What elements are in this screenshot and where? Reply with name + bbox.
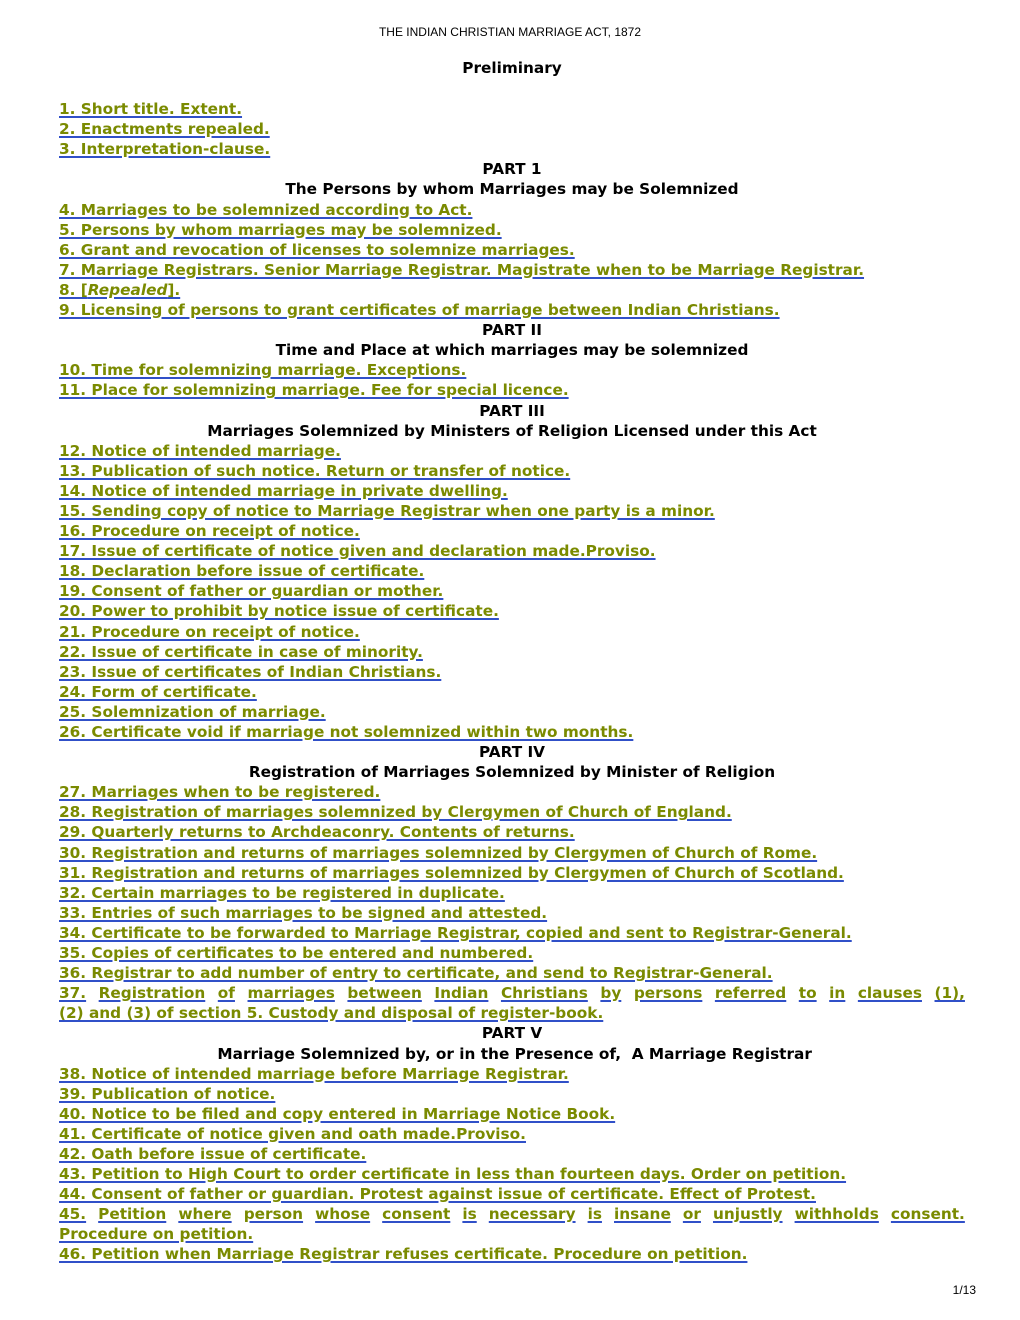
- section-link-7[interactable]: 7. Marriage Registrars. Senior Marriage Registrar. Magistrate when to be Marriage Registrar.: [59, 260, 865, 279]
- toc-entry: [59, 300, 965, 320]
- part-3-title: PART III: [479, 401, 545, 420]
- section-link-40[interactable]: 40. Notice to be filed and copy entered in Marriage Notice Book.: [59, 1104, 616, 1123]
- section-link-21[interactable]: 21. Procedure on receipt of notice.: [59, 622, 360, 641]
- page-number: 1/13: [952, 1283, 976, 1297]
- section-45-word[interactable]: insane: [614, 1205, 671, 1224]
- section-link-31[interactable]: 31. Registration and returns of marriages solemnized by Clergymen of Church of Scotland.: [59, 863, 844, 882]
- toc-entry: [59, 1144, 965, 1164]
- section-45-word[interactable]: unjustly: [712, 1205, 783, 1224]
- section-37-word[interactable]: Indian: [434, 984, 489, 1003]
- toc-entry: [59, 280, 965, 300]
- part-5-title: PART V: [481, 1024, 543, 1043]
- section-37-line-1: [59, 983, 965, 1003]
- section-link-15[interactable]: 15. Sending copy of notice to Marriage Registrar when one party is a minor.: [59, 501, 715, 520]
- section-45-word[interactable]: is: [587, 1205, 602, 1224]
- section-link-8[interactable]: [59, 281, 180, 299]
- section-link-18[interactable]: 18. Declaration before issue of certificate.: [59, 562, 425, 581]
- section-8-suffix: ].: [167, 280, 181, 299]
- section-link-10[interactable]: 10. Time for solemnizing marriage. Exceptions.: [59, 361, 467, 380]
- section-45-word[interactable]: person: [243, 1205, 304, 1224]
- toc-entry: [59, 601, 965, 621]
- section-link-16[interactable]: 16. Procedure on receipt of notice.: [59, 522, 360, 541]
- section-45-word[interactable]: is: [462, 1205, 477, 1224]
- section-link-37[interactable]: (2) and (3) of section 5. Custody and disposal of register-book.: [59, 1004, 604, 1023]
- toc-entry: [59, 200, 965, 220]
- toc-entry: [59, 481, 965, 501]
- section-link-30[interactable]: 30. Registration and returns of marriages solemnized by Clergymen of Church of Rome.: [59, 843, 818, 862]
- toc-entry: [59, 843, 965, 863]
- toc-entry: [59, 863, 965, 883]
- toc-entry: [59, 1084, 965, 1104]
- section-37-word[interactable]: between: [347, 984, 422, 1003]
- section-link-41[interactable]: 41. Certificate of notice given and oath made.Proviso.: [59, 1124, 526, 1143]
- section-37-word[interactable]: Registration: [98, 984, 206, 1003]
- part-1-title: PART 1: [482, 160, 542, 179]
- section-link-5[interactable]: 5. Persons by whom marriages may be solemnized.: [59, 220, 502, 239]
- section-link-6[interactable]: 6. Grant and revocation of licenses to solemnize marriages.: [59, 240, 575, 259]
- preliminary-heading: Preliminary: [462, 59, 562, 77]
- section-link-19[interactable]: 19. Consent of father or guardian or mother.: [59, 582, 444, 601]
- toc-entry: [59, 561, 965, 581]
- toc-entry: [59, 923, 965, 943]
- section-45-line-1: [59, 1204, 965, 1224]
- toc-entry: [59, 220, 965, 240]
- section-link-24[interactable]: 24. Form of certificate.: [59, 682, 257, 701]
- section-link-22[interactable]: 22. Issue of certificate in case of minority.: [59, 642, 423, 661]
- section-45-word[interactable]: whose: [315, 1205, 371, 1224]
- toc-entry: [59, 260, 965, 280]
- section-link-1[interactable]: 1. Short title. Extent.: [59, 100, 243, 119]
- section-link-45[interactable]: Procedure on petition.: [59, 1225, 254, 1244]
- toc-entry: [59, 883, 965, 903]
- section-37-word[interactable]: persons: [633, 984, 703, 1003]
- toc-entry: [59, 943, 965, 963]
- toc-entry: [59, 702, 965, 722]
- spacer: [59, 78, 965, 99]
- section-45-word[interactable]: consent: [382, 1205, 451, 1224]
- section-link-44[interactable]: 44. Consent of father or guardian. Protest against issue of certificate. Effect of Protest.: [59, 1185, 816, 1204]
- toc-entry: [59, 139, 965, 159]
- toc-entry: [59, 963, 965, 983]
- section-link-2[interactable]: 2. Enactments repealed.: [59, 120, 270, 139]
- part-1-subtitle: The Persons by whom Marriages may be Solemnized: [285, 180, 739, 199]
- toc-entry: [59, 642, 965, 662]
- section-link-23[interactable]: 23. Issue of certificates of Indian Christians.: [59, 662, 442, 681]
- toc-entry: [59, 240, 965, 260]
- section-37-word[interactable]: of: [217, 984, 235, 1003]
- section-link-20[interactable]: 20. Power to prohibit by notice issue of certificate.: [59, 602, 499, 621]
- section-link-35[interactable]: 35. Copies of certificates to be entered and numbered.: [59, 944, 534, 963]
- section-45-word[interactable]: or: [682, 1205, 701, 1224]
- section-45-word[interactable]: where: [178, 1205, 232, 1224]
- section-37-word[interactable]: clauses: [857, 984, 922, 1003]
- toc-entry: [59, 722, 965, 742]
- section-link-42[interactable]: 42. Oath before issue of certificate.: [59, 1144, 367, 1163]
- section-link-39[interactable]: 39. Publication of notice.: [59, 1084, 276, 1103]
- section-link-38[interactable]: 38. Notice of intended marriage before Marriage Registrar.: [59, 1064, 569, 1083]
- section-link-4[interactable]: 4. Marriages to be solemnized according to Act.: [59, 200, 473, 219]
- section-link-32[interactable]: 32. Certain marriages to be registered in duplicate.: [59, 883, 505, 902]
- toc-entry: [59, 802, 965, 822]
- toc-entry: [59, 1224, 965, 1244]
- section-link-25[interactable]: 25. Solemnization of marriage.: [59, 702, 326, 721]
- toc-entry: [59, 822, 965, 842]
- toc-entry: [59, 682, 965, 702]
- toc-entry: [59, 521, 965, 541]
- toc-entry: [59, 501, 965, 521]
- document-header: THE INDIAN CHRISTIAN MARRIAGE ACT, 1872: [378, 25, 642, 39]
- section-link-28[interactable]: 28. Registration of marriages solemnized by Clergymen of Church of England.: [59, 803, 732, 822]
- toc-entry: [59, 99, 965, 119]
- section-link-3[interactable]: 3. Interpretation-clause.: [59, 140, 271, 159]
- toc-entry: [59, 1124, 965, 1144]
- section-37-word[interactable]: in: [829, 984, 846, 1003]
- section-45-word[interactable]: consent.: [890, 1205, 965, 1224]
- toc-entry: [59, 461, 965, 481]
- section-link-36[interactable]: 36. Registrar to add number of entry to certificate, and send to Registrar-General.: [59, 964, 773, 983]
- toc-entry: [59, 1003, 965, 1023]
- part-2-title: PART II: [482, 321, 542, 340]
- toc-entry: [59, 441, 965, 461]
- section-link-26[interactable]: 26. Certificate void if marriage not solemnized within two months.: [59, 723, 634, 741]
- repealed-label: Repealed: [87, 280, 168, 299]
- section-37-word[interactable]: 37.: [59, 984, 87, 1003]
- toc-entry: [59, 662, 965, 682]
- section-link-27[interactable]: 27. Marriages when to be registered.: [59, 783, 381, 802]
- section-37-word[interactable]: referred: [714, 984, 787, 1003]
- section-link-14[interactable]: 14. Notice of intended marriage in private dwelling.: [59, 481, 508, 500]
- table-of-contents: [59, 58, 965, 1265]
- section-link-46[interactable]: 46. Petition when Marriage Registrar refuses certificate. Procedure on petition.: [59, 1245, 748, 1264]
- section-37-word[interactable]: marriages: [247, 984, 335, 1003]
- section-45-word[interactable]: 45.: [59, 1205, 87, 1224]
- toc-entry: [59, 1104, 965, 1124]
- section-45-word[interactable]: necessary: [488, 1205, 576, 1224]
- section-link-17[interactable]: 17. Issue of certificate of notice given and declaration made.Proviso.: [59, 542, 656, 561]
- part-4-title: PART IV: [478, 743, 546, 762]
- toc-entry: [59, 782, 965, 802]
- part-2-subtitle: Time and Place at which marriages may be solemnized: [275, 341, 749, 360]
- section-link-13[interactable]: 13. Publication of such notice. Return or transfer of notice.: [59, 461, 571, 480]
- toc-entry: [59, 1064, 965, 1084]
- section-link-9[interactable]: 9. Licensing of persons to grant certificates of marriage between Indian Christians.: [59, 301, 780, 320]
- section-link-43[interactable]: 43. Petition to High Court to order certificate in less than fourteen days. Order on petition.: [59, 1165, 847, 1184]
- part-3-subtitle: Marriages Solemnized by Ministers of Religion Licensed under this Act: [207, 421, 817, 440]
- section-link-12[interactable]: 12. Notice of intended marriage.: [59, 441, 341, 460]
- toc-entry: [59, 380, 965, 400]
- section-37-word[interactable]: by: [600, 984, 622, 1003]
- section-link-34[interactable]: 34. Certificate to be forwarded to Marriage Registrar, copied and sent to Registrar-General.: [59, 923, 852, 942]
- part-4-subtitle: Registration of Marriages Solemnized by Minister of Religion: [248, 763, 776, 782]
- toc-entry: [59, 119, 965, 139]
- section-link-33[interactable]: 33. Entries of such marriages to be signed and attested.: [59, 903, 548, 922]
- section-8-prefix: 8. [: [59, 280, 88, 299]
- toc-entry: [59, 1164, 965, 1184]
- section-link-11[interactable]: 11. Place for solemnizing marriage. Fee for special licence.: [59, 381, 569, 400]
- toc-entry: [59, 1184, 965, 1204]
- section-45-word[interactable]: withholds: [794, 1205, 879, 1224]
- section-link-29[interactable]: 29. Quarterly returns to Archdeaconry. Contents of returns.: [59, 823, 575, 842]
- toc-entry: [59, 581, 965, 601]
- toc-entry: [59, 360, 965, 380]
- toc-entry: [59, 622, 965, 642]
- section-37-word[interactable]: (1),: [934, 984, 965, 1003]
- toc-entry: [59, 1244, 965, 1264]
- toc-entry: [59, 541, 965, 561]
- part-5-subtitle: Marriage Solemnized by, or in the Presence of, A Marriage Registrar: [212, 1044, 812, 1063]
- section-37-word[interactable]: Christians: [500, 984, 588, 1003]
- section-37-word[interactable]: to: [798, 984, 817, 1003]
- toc-entry: [59, 903, 965, 923]
- section-45-word[interactable]: Petition: [98, 1205, 167, 1224]
